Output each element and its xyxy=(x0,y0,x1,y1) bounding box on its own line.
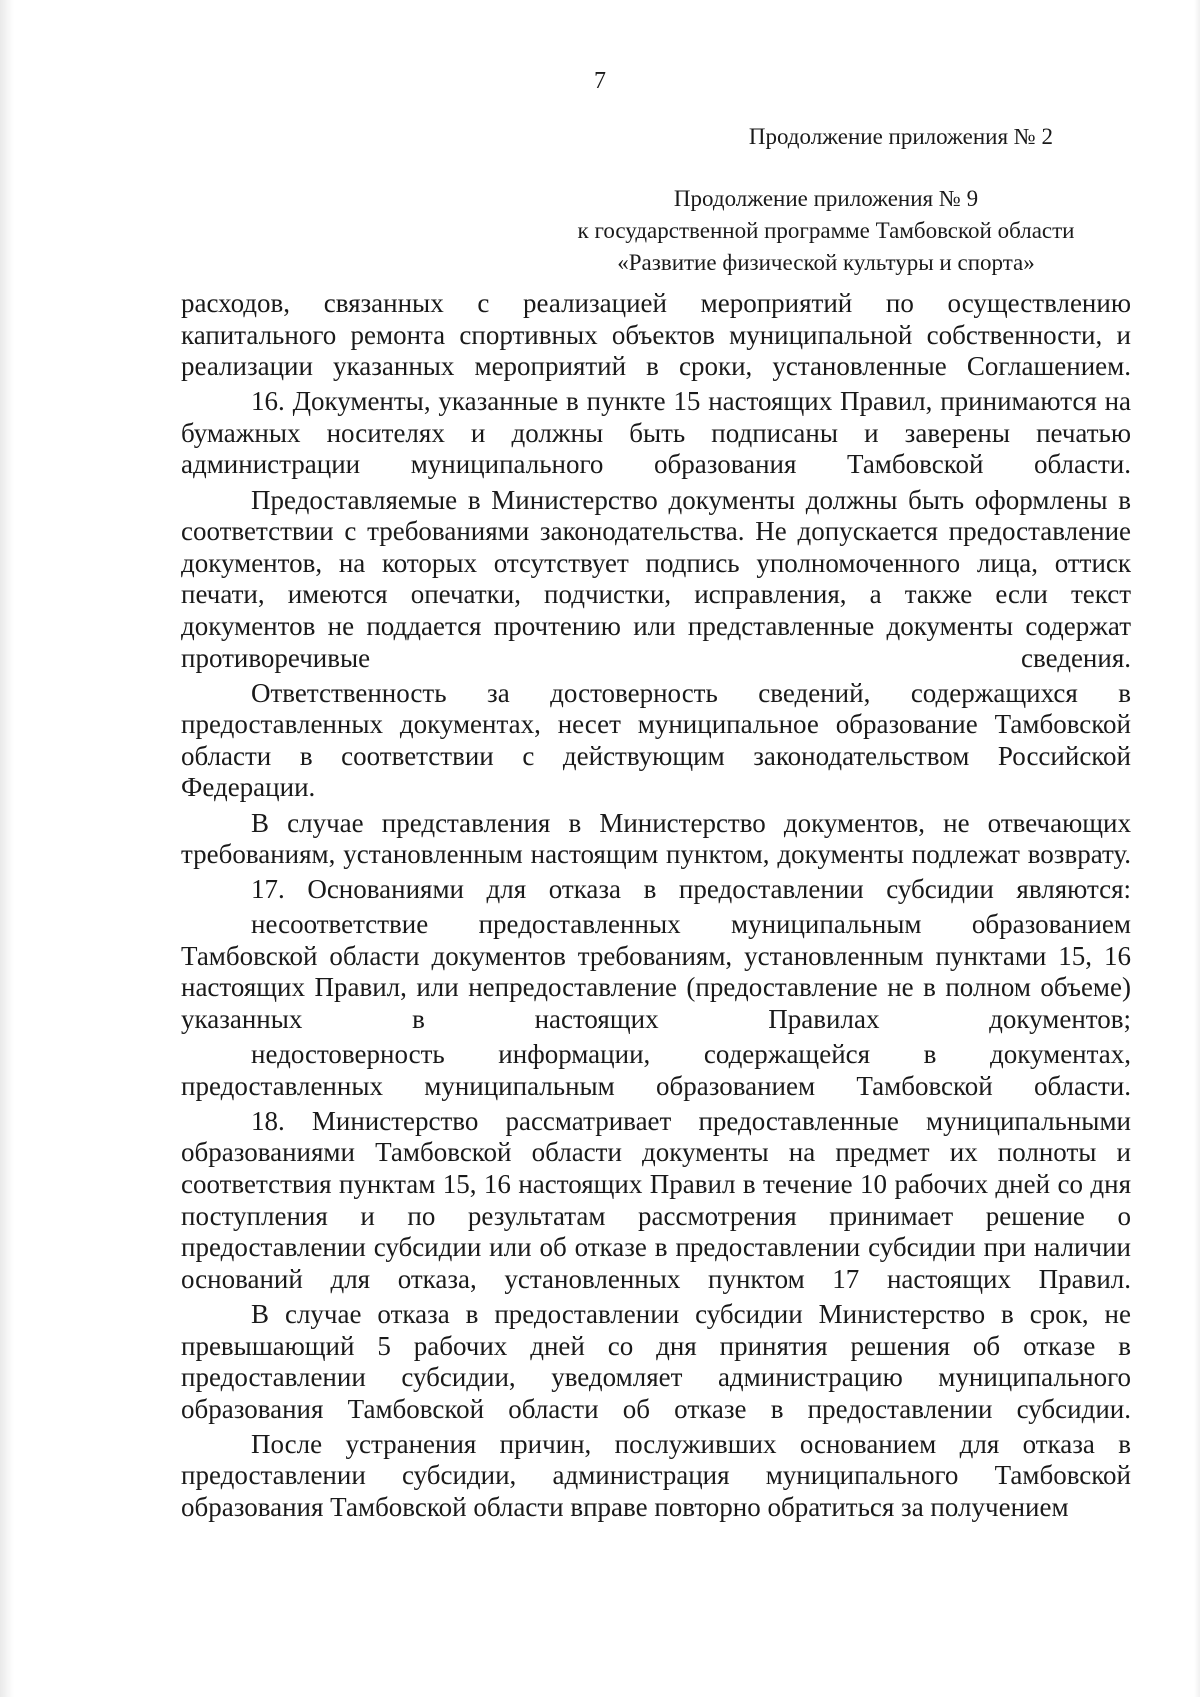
paragraph: несоответствие предоставленных муниципальным образованием Тамбовской области документов требованиям, установленным пунктами 15, 16 настоящих Правил, или непредоставление (предоставление не в полном объеме) указанных в настоящих Правилах документов; xyxy=(181,909,1131,1035)
scan-margin-shadow xyxy=(0,0,14,1697)
paragraph: 16. Документы, указанные в пункте 15 настоящих Правил, принимаются на бумажных носителях и должны быть подписаны и заверены печатью администрации муниципального образования Тамбовской области. xyxy=(181,386,1131,480)
paragraph: В случае представления в Министерство документов, не отвечающих требованиям, установленным настоящим пунктом, документы подлежат возврату. xyxy=(181,807,1131,870)
appendix-9-header xyxy=(516,183,1136,279)
paragraph: Ответственность за достоверность сведений, содержащихся в предоставленных документах, несет муниципальное образование Тамбовской области в соответствии с действующим законодательством Российской Федерации. xyxy=(181,677,1131,803)
document-body xyxy=(181,288,1131,1527)
paragraph: Предоставляемые в Министерство документы должны быть оформлены в соответствии с требованиями законодательства. Не допускается предоставление документов, на которых отсутствует подпись уполномоченного лица, оттиск печати, имеются опечатки, подчистки, исправления, а также если текст документов не поддается прочтению или представленные документы содержат противоречивые сведения. xyxy=(181,484,1131,673)
appendix-9-line: к государственной программе Тамбовской области xyxy=(577,218,1075,243)
paragraph: После устранения причин, послуживших основанием для отказа в предоставлении субсидии, администрация муниципального Тамбовской образования Тамбовской области вправе повторно обратиться за получением xyxy=(181,1428,1131,1522)
page-number: 7 xyxy=(594,68,606,94)
appendix-2-continuation: Продолжение приложения № 2 xyxy=(748,124,1053,149)
paragraph: недостоверность информации, содержащейся в документах, предоставленных муниципальным образованием Тамбовской области. xyxy=(181,1039,1131,1101)
paragraph: 17. Основаниями для отказа в предоставлении субсидии являются: xyxy=(251,874,1131,905)
appendix-9-line: «Развитие физической культуры и спорта» xyxy=(617,250,1035,275)
paragraph: 18. Министерство рассматривает предоставленные муниципальными образованиями Тамбовской области документы на предмет их полноты и соответствия пунктам 15, 16 настоящих Правил в течение 10 рабочих дней со дня поступления и по результатам рассмотрения принимает решение о предоставлении субсидии или об отказе в предоставлении субсидии при наличии оснований для отказа, установленных пунктом 17 настоящих Правил. xyxy=(181,1105,1131,1294)
paragraph: В случае отказа в предоставлении субсидии Министерство в срок, не превышающий 5 рабочих дней со дня принятия решения об отказе в предоставлении субсидии, уведомляет администрацию муниципального образования Тамбовской области об отказе в предоставлении субсидии. xyxy=(181,1298,1131,1424)
scan-margin-shadow-right xyxy=(1194,0,1200,1697)
paragraph: расходов, связанных с реализацией мероприятий по осуществлению капитального ремонта спортивных объектов муниципальной собственности, и реализации указанных мероприятий в сроки, установленные Соглашением. xyxy=(181,288,1131,382)
appendix-9-line: Продолжение приложения № 9 xyxy=(673,186,979,211)
